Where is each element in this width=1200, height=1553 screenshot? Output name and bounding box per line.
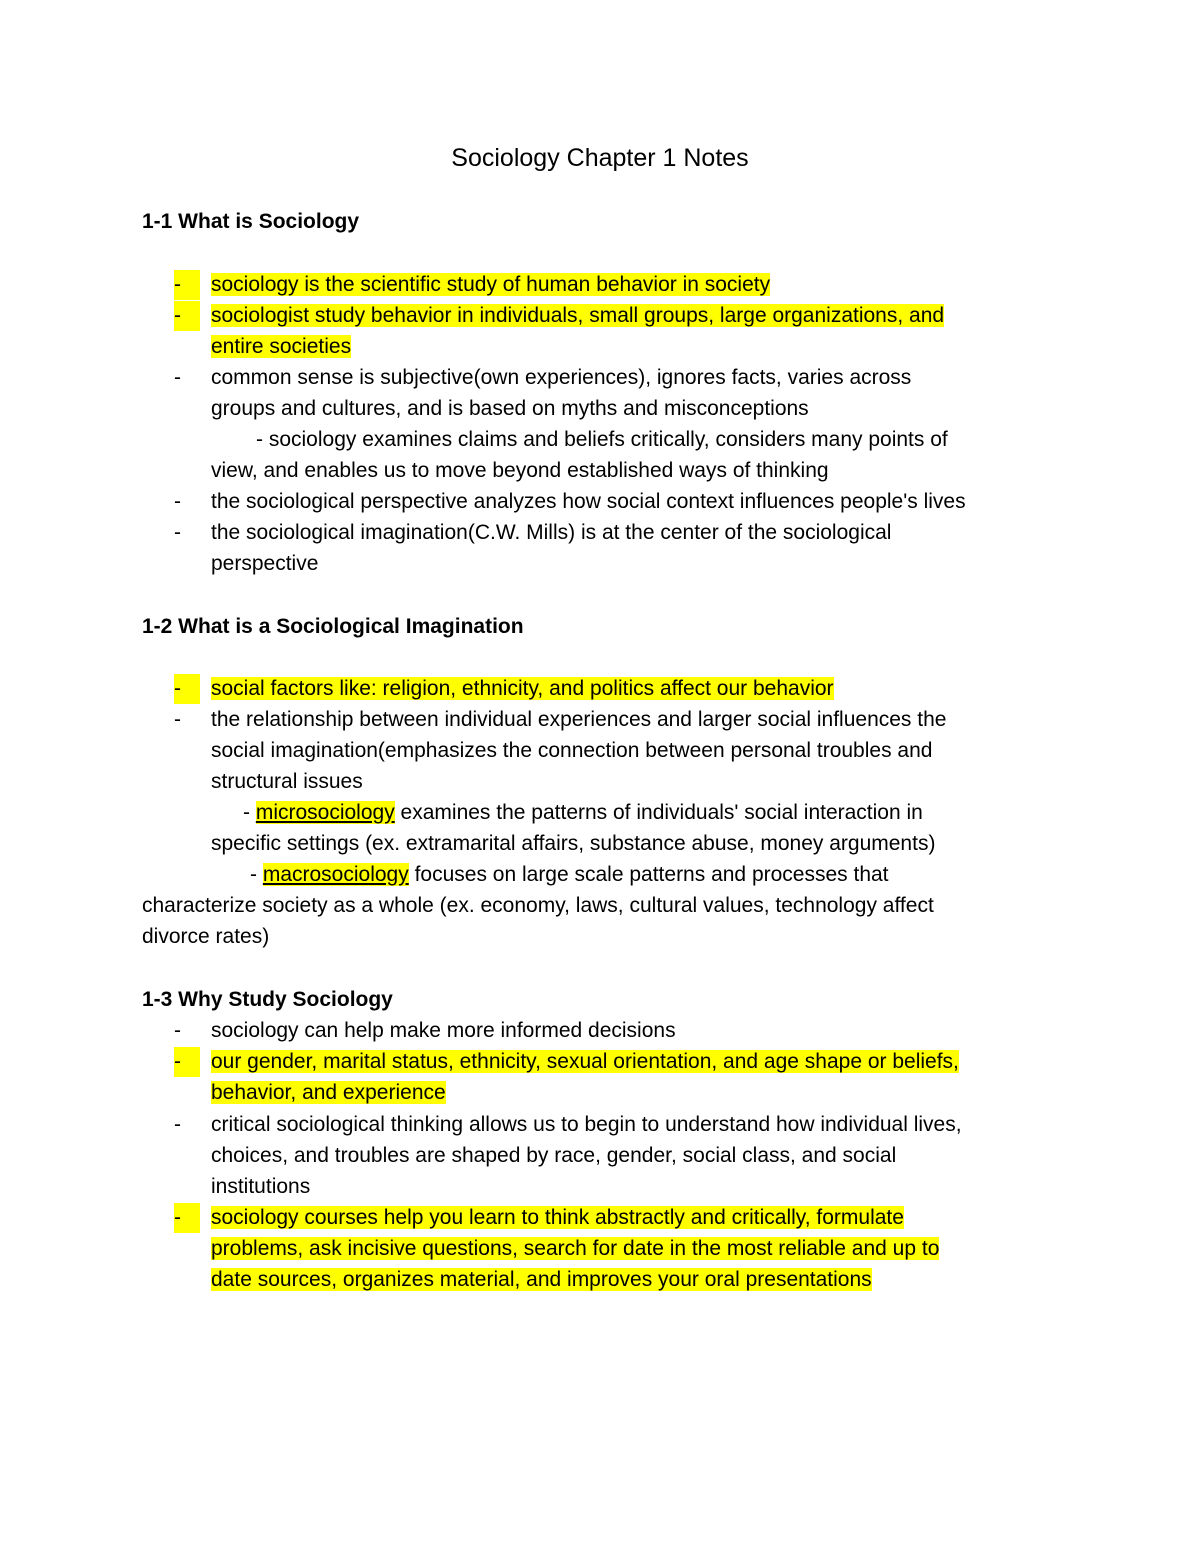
list-item-continuation: groups and cultures, and is based on myths and misconceptions — [211, 397, 809, 420]
bullet-dash: - — [174, 1019, 181, 1042]
section-heading: 1-3 Why Study Sociology — [142, 988, 393, 1011]
sub-list-item-macrosociology: - macrosociology focuses on large scale patterns and processes that — [250, 863, 889, 886]
list-item: sociology courses help you learn to think abstractly and critically, formulate — [211, 1206, 904, 1229]
list-item-continuation: behavior, and experience — [211, 1081, 446, 1104]
list-item-continuation: entire societies — [211, 335, 352, 358]
bullet-dash: - — [174, 1113, 181, 1136]
list-item-continuation: institutions — [211, 1175, 311, 1198]
list-item: common sense is subjective(own experiences), ignores facts, varies across — [211, 366, 912, 389]
list-item: critical sociological thinking allows us to begin to understand how individual lives, — [211, 1113, 962, 1136]
list-item-continuation: date sources, organizes material, and improves your oral presentations — [211, 1268, 872, 1291]
list-item: social factors like: religion, ethnicity, and politics affect our behavior — [211, 677, 834, 700]
sub-list-item-continuation: divorce rates) — [142, 925, 270, 948]
term-microsociology: microsociology — [255, 801, 395, 824]
bullet-dash: - — [174, 366, 181, 389]
section-heading: 1-1 What is Sociology — [142, 210, 360, 233]
list-item: our gender, marital status, ethnicity, sexual orientation, and age shape or beliefs, — [211, 1050, 959, 1073]
sub-list-item: - sociology examines claims and beliefs critically, considers many points of — [256, 428, 948, 451]
list-item-continuation: problems, ask incisive questions, search for date in the most reliable and up to — [211, 1237, 940, 1260]
term-macrosociology: macrosociology — [262, 863, 409, 886]
list-item-continuation: structural issues — [211, 770, 363, 793]
bullet-dash: - — [174, 521, 181, 544]
section-heading: 1-2 What is a Sociological Imagination — [142, 615, 524, 638]
bullet-dash: - — [174, 674, 200, 704]
sub-list-item-continuation: characterize society as a whole (ex. economy, laws, cultural values, technology affect — [142, 894, 934, 917]
list-item: the relationship between individual experiences and larger social influences the — [211, 708, 947, 731]
list-item: sociology is the scientific study of human behavior in society — [211, 273, 771, 296]
bullet-dash: - — [174, 1047, 200, 1077]
bullet-dash: - — [174, 1203, 200, 1233]
bullet-dash: - — [174, 490, 181, 513]
list-item-continuation: perspective — [211, 552, 319, 575]
list-item: sociology can help make more informed decisions — [211, 1019, 676, 1042]
bullet-dash: - — [174, 708, 181, 731]
list-item: the sociological imagination(C.W. Mills) is at the center of the sociological — [211, 521, 892, 544]
bullet-dash: - — [174, 270, 200, 300]
list-item: sociologist study behavior in individuals, small groups, large organizations, and — [211, 304, 945, 327]
sub-list-item-microsociology: - microsociology examines the patterns of individuals' social interaction in — [243, 801, 923, 824]
sub-list-item-continuation: specific settings (ex. extramarital affairs, substance abuse, money arguments) — [211, 832, 936, 855]
list-item-continuation: social imagination(emphasizes the connection between personal troubles and — [211, 739, 933, 762]
list-item-continuation: choices, and troubles are shaped by race, gender, social class, and social — [211, 1144, 897, 1167]
sub-list-item-continuation: view, and enables us to move beyond established ways of thinking — [211, 459, 829, 482]
list-item: the sociological perspective analyzes how social context influences people's lives — [211, 490, 966, 513]
bullet-dash: - — [174, 301, 200, 331]
page-title: Sociology Chapter 1 Notes — [451, 144, 749, 172]
